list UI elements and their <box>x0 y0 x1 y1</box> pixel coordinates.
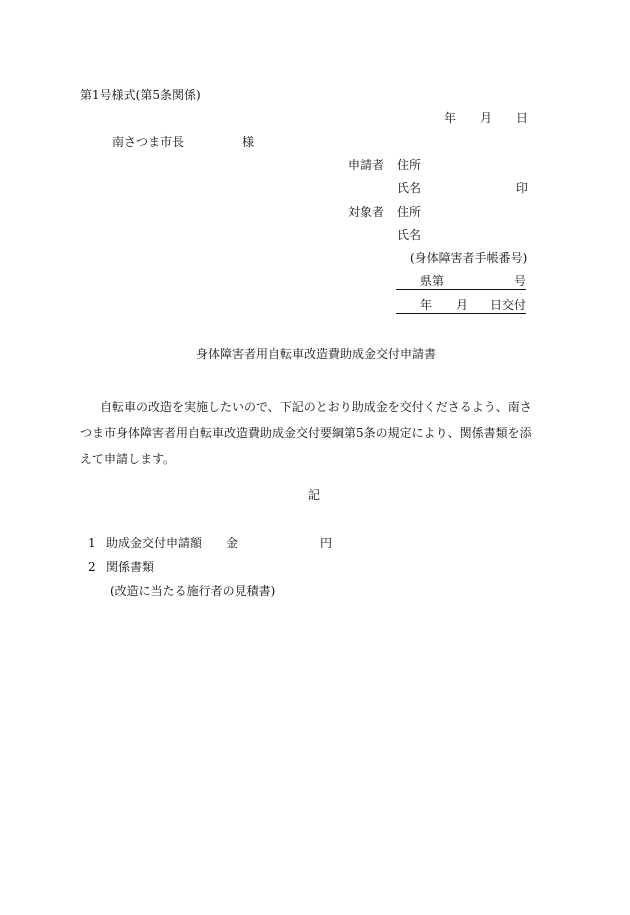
applicant-name-label: 氏名 <box>397 181 422 195</box>
issue-year: 年 <box>420 298 433 312</box>
subject-address-label: 住所 <box>397 205 422 219</box>
addressee-name: 南さつま市長 <box>112 135 185 149</box>
handbook-number-line <box>396 274 526 290</box>
subject-name-label: 氏名 <box>397 228 422 242</box>
addressee-honorific: 様 <box>242 135 255 149</box>
number-suffix: 号 <box>514 274 527 288</box>
item-1-currency: 金 <box>226 536 239 550</box>
item-2-note: (改造に当たる施行者の見積書) <box>110 584 276 598</box>
document-title: 身体障害者用自転車改造費助成金交付申請書 <box>196 347 437 361</box>
issue-day: 日交付 <box>490 298 527 312</box>
date-year: 年 <box>444 111 457 125</box>
body-paragraph <box>80 394 540 472</box>
date-day: 日 <box>516 111 529 125</box>
seal-mark: 印 <box>516 181 529 195</box>
item-2-number: 2 <box>88 560 96 574</box>
ki-label: 記 <box>308 488 321 502</box>
handbook-number-label: (身体障害者手帳番号) <box>410 251 528 265</box>
item-1-label: 助成金交付申請額 <box>106 536 203 550</box>
item-1-number: 1 <box>88 536 96 550</box>
pref-label: 県第 <box>420 274 445 288</box>
issue-date-line <box>396 298 526 314</box>
applicant-address-label: 住所 <box>397 158 422 172</box>
issue-month: 月 <box>456 298 469 312</box>
item-2-label: 関係書類 <box>106 560 155 574</box>
date-month: 月 <box>480 111 493 125</box>
form-number: 第1号様式(第5条関係) <box>80 88 201 102</box>
applicant-label: 申請者 <box>348 158 385 172</box>
item-1-unit: 円 <box>320 536 333 550</box>
body-text: 自転車の改造を実施したいので、下記のとおり助成金を交付くださるよう、南さつま市身体障害者用自転車改造費助成金交付要綱第5条の規定により、関係書類を添えて申請します。 <box>80 400 532 466</box>
subject-label: 対象者 <box>348 205 385 219</box>
